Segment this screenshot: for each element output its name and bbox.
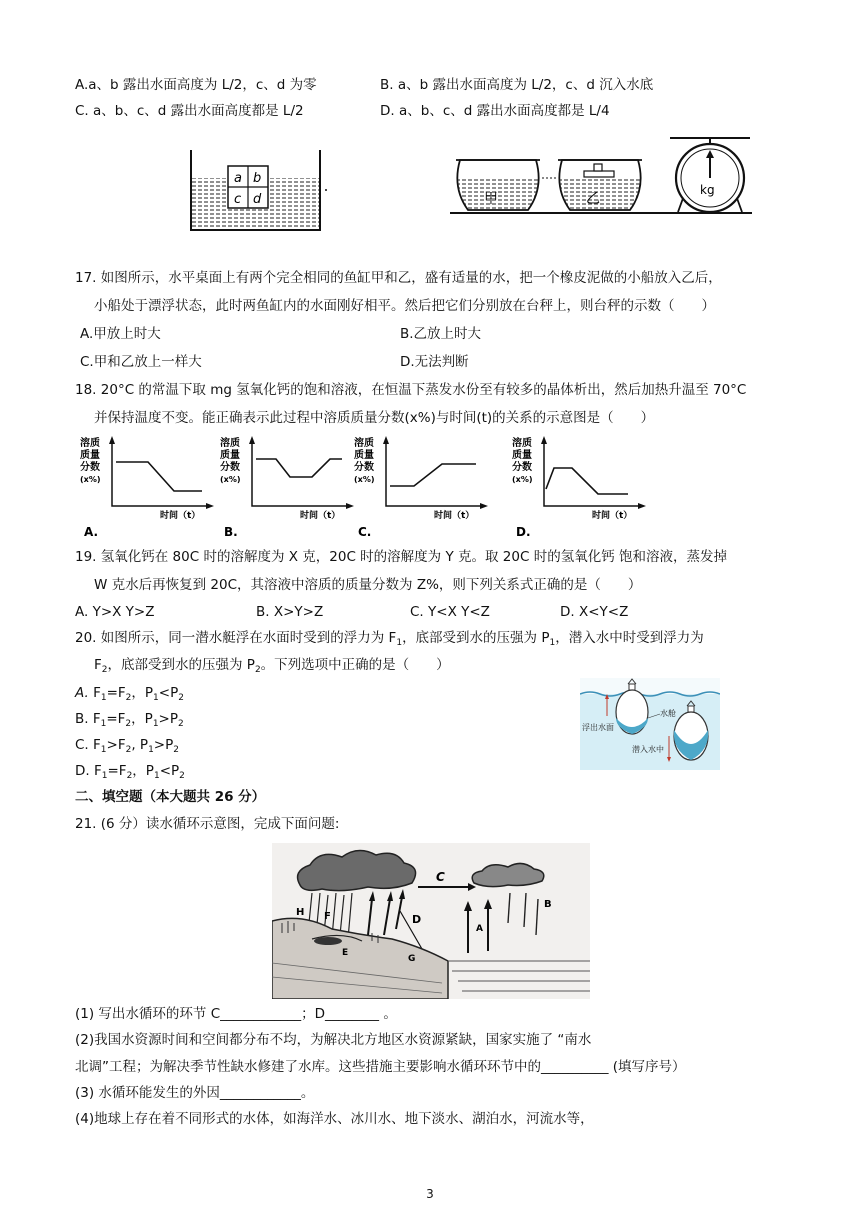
q18-graph-letter: C. [358,525,372,539]
q20-option-b: B. $F_1=F_2$，$P_1>P_2$ [75,711,184,729]
q21-stem: 21. (6 分）读水循环示意图，完成下面问题: [75,816,340,832]
q18-y-arrow [109,436,115,444]
q18-graph-a [78,434,214,542]
q18-ylabel: 分数 [354,462,374,473]
block-label-c: c [234,192,242,207]
q18-graph-letter: B. [224,525,238,539]
label-float-up: 浮出水面 [582,723,614,732]
q18-axes [544,442,640,506]
q18-ylabel: 溶质 [80,438,100,449]
q18-x-arrow [480,503,488,509]
q21-part3: (3) 水循环能发生的外因____________。 [75,1085,315,1101]
q18-xlabel: 时间（t） [434,511,475,521]
q18-ylabel: 溶质 [512,438,532,449]
q17-option-c: C.甲和乙放上一样大 [80,354,202,370]
figure-water-cycle [272,843,590,999]
wc-label-c: C [436,870,445,884]
q17-option-b: B.乙放上时大 [400,326,482,342]
q21-part2-line2: 北调”工程；为解决季节性缺水修建了水库。这些措施主要影响水循环环节中的__________ (填写序号） [75,1059,686,1075]
q18-ylabel: (x%) [512,475,533,484]
wc-label-d: D [412,913,422,926]
q18-ylabel: 质量 [80,450,100,461]
scale-unit: kg [700,183,715,197]
q16-option-a: A.a、b 露出水面高度为 L/2，c、d 为零 [75,77,317,93]
q18-y-arrow [383,436,389,444]
q17-option-d: D.无法判断 [400,354,469,370]
q19-stem-line2: W 克水后再恢复到 20C，其溶液中溶质的质量分数为 Z%，则下列关系式正确的是（ ） [94,577,642,593]
page-number: 3 [426,1187,434,1201]
q18-curve [116,462,202,491]
q18-graph-letter: A. [84,525,99,539]
q19-option-a: A. Y>X Y>Z [75,604,155,620]
q16-option-c: C. a、b、c、d 露出水面高度都是 L/2 [75,103,304,119]
q21-part4: (4)地球上存在着不同形式的水体，如海洋水、冰川水、地下淡水、湖泊水，河流水等， [75,1111,594,1127]
q20-stem-line2: $F_2$，底部受到水的压强为 $P_2$。下列选项中正确的是（ ） [94,657,450,675]
section-heading: 二、填空题（本大题共 26 分） [75,789,266,805]
q18-ylabel: (x%) [80,475,101,484]
wc-label-a: A [476,924,483,934]
q21-part2-line1: (2)我国水资源时间和空间都分布不均，为解决北方地区水资源紧缺，国家实施了 “南水 [75,1032,592,1048]
q18-stem-line1: 18. 20°C 的常温下取 mg 氢氧化钙的饱和溶液，在恒温下蒸发水份至有较多的晶体析出，然后加热升温至 70°C [75,382,747,398]
wc-label-e: E [342,948,349,958]
q20-option-a: A. $F_1=F_2$，$P_1<P_2$ [75,685,184,703]
q19-option-d: D. X<Y<Z [560,604,629,620]
q18-ylabel: 溶质 [220,438,240,449]
tank-label-jia: 甲 [484,191,498,207]
q18-xlabel: 时间（t） [300,511,341,521]
label-water-tank: 水舱 [660,709,676,718]
q18-ylabel: (x%) [354,475,375,484]
figure-submarine [580,678,720,770]
q18-curve [256,459,342,477]
q17-option-a: A.甲放上时大 [80,326,161,342]
q18-curve [546,468,628,494]
q18-graph-letter: D. [516,525,531,539]
q16-option-d: D. a、b、c、d 露出水面高度都是 L/4 [380,103,610,119]
q18-ylabel: 质量 [512,450,532,461]
q18-ylabel: 溶质 [354,438,374,449]
q18-xlabel: 时间（t） [160,511,201,521]
q18-y-arrow [249,436,255,444]
q18-ylabel: 分数 [512,462,532,473]
q18-ylabel: (x%) [220,475,241,484]
q19-stem-line1: 19. 氢氧化钙在 80C 时的溶解度为 X 克，20C 时的溶解度为 Y 克。取 20C 时的氢氧化钙 饱和溶液，蒸发掉 [75,549,727,565]
tank-label-yi: 乙 [586,191,600,207]
q18-xlabel: 时间（t） [592,511,633,521]
q18-axes [386,442,482,506]
q16-option-b: B. a、b 露出水面高度为 L/2，c、d 沉入水底 [380,77,654,93]
q18-graph-b [218,434,354,542]
wc-label-g: G [408,954,416,964]
figure-fish-tanks-scale [450,130,752,216]
label-dive-down: 潜入水中 [632,745,664,754]
q18-y-arrow [541,436,547,444]
q19-option-c: C. Y<X Y<Z [410,604,490,620]
q21-part1: (1) 写出水循环的环节 C____________；D________ 。 [75,1006,397,1022]
q18-ylabel: 质量 [220,450,240,461]
figure-blocks-in-water [186,148,332,234]
block-label-b: b [253,171,262,186]
q18-ylabel: 分数 [80,462,100,473]
q18-ylabel: 质量 [354,450,374,461]
block-label-a: a [234,171,242,186]
q20-option-c: C. $F_1>F_2$, $P_1>P_2$ [75,737,179,755]
block-label-d: d [253,192,262,207]
wc-label-f: F [324,911,331,922]
q18-graph-c [352,434,488,542]
q20-stem-line1: 20. 如图所示，同一潜水艇浮在水面时受到的浮力为 $F_1$，底部受到水的压强为 $P_1$，潜入水中时受到浮力为 [75,630,704,648]
q17-stem-line2: 小船处于漂浮状态，此时两鱼缸内的水面刚好相平。然后把它们分别放在台秤上，则台秤的示数（ ） [94,298,715,314]
q18-axes [112,442,208,506]
q18-graph-d [510,434,646,542]
q18-stem-line2: 并保持温度不变。能正确表示此过程中溶质质量分数(x%)与时间(t)的关系的示意图是（ ） [94,410,655,426]
q17-stem-line1: 17. 如图所示，水平桌面上有两个完全相同的鱼缸甲和乙，盛有适量的水，把一个橡皮泥做的小船放入乙后， [75,270,722,286]
q18-x-arrow [206,503,214,509]
q18-axes [252,442,348,506]
q18-curve [390,464,476,486]
q18-x-arrow [638,503,646,509]
wc-label-b: B [544,899,552,910]
q18-ylabel: 分数 [220,462,240,473]
q20-option-d: D. $F_1=F_2$，$P_1<P_2$ [75,763,185,781]
q19-option-b: B. X>Y>Z [256,604,324,620]
wc-label-h: H [296,907,305,918]
